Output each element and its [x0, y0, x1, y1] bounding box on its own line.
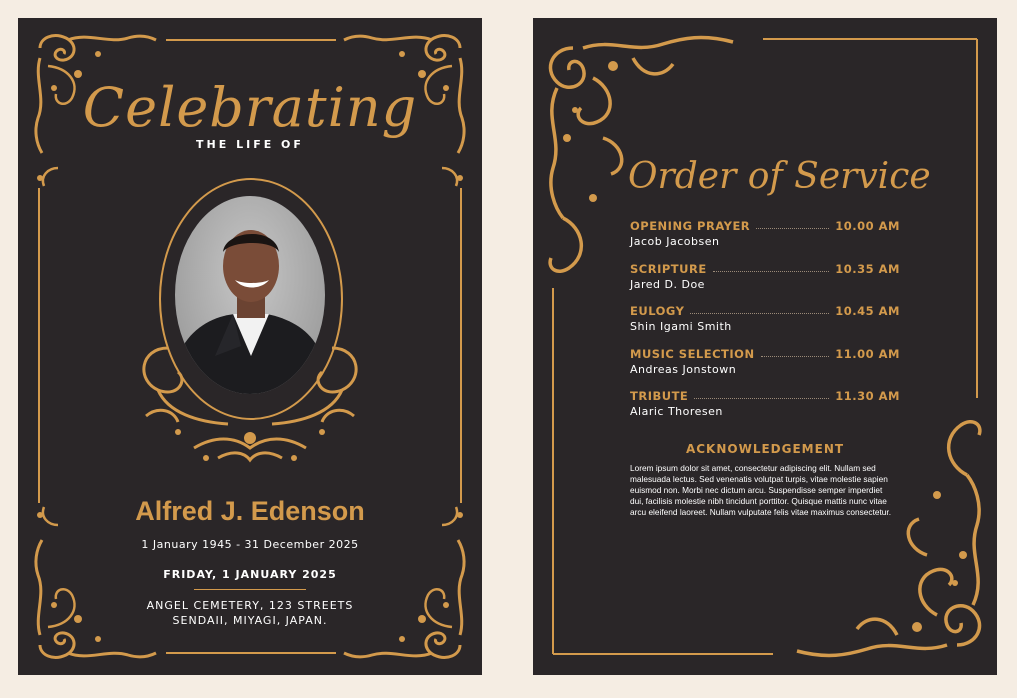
service-address [18, 598, 482, 628]
item-person: Alaric Thoresen [630, 405, 723, 418]
item-time: 10.35 AM [835, 261, 900, 276]
script-title: Celebrating [82, 76, 418, 139]
list-item [630, 217, 900, 260]
service-date: FRIDAY, 1 JANUARY 2025 [163, 568, 337, 581]
dot-leader [756, 228, 829, 229]
list-item [630, 302, 900, 345]
life-dates: 1 January 1945 - 31 December 2025 [141, 538, 359, 551]
item-time: 10.45 AM [835, 304, 900, 318]
divider [194, 589, 306, 590]
item-time: 11.30 AM [835, 389, 900, 403]
dot-leader [761, 356, 830, 357]
address-line-1: ANGEL CEMETERY, 123 STREETS [146, 599, 354, 612]
item-label: OPENING PRAYER [630, 219, 751, 233]
item-label: MUSIC SELECTION [630, 346, 755, 361]
memorial-front-card [18, 18, 482, 675]
deceased-name: Alfred J. Edenson [135, 496, 365, 526]
item-time: 11.00 AM [835, 346, 900, 361]
item-label: EULOGY [630, 304, 685, 318]
acknowledgement-text: Lorem ipsum dolor sit amet, consectetur adipiscing elit. Nullam sed malesuada lectus. Sed venenatis volutpat turpis, vitae molestie sapien euismod non. Morbi nec dictum arcu. Suspendisse semper imperdiet dui, facilisis molestie nibh tincidunt porttitor. Quisque mattis nunc vitae arcu eleifend laoreet. Nullam vulputate felis vitae maximus consectetur. [630, 463, 892, 518]
dot-leader [694, 398, 829, 399]
dot-leader [713, 271, 830, 272]
order-of-service-card [533, 18, 997, 675]
item-person: Andreas Jonstown [630, 362, 737, 376]
list-item [630, 260, 900, 303]
item-label: SCRIPTURE [630, 261, 707, 276]
subtitle: THE LIFE OF [196, 138, 304, 151]
portrait-photo [175, 196, 325, 394]
item-time: 10.00 AM [835, 219, 900, 233]
list-item [630, 345, 900, 388]
address-line-2: SENDAII, MIYAGI, JAPAN. [172, 614, 328, 627]
item-person: Jacob Jacobsen [630, 235, 720, 248]
item-person: Jared D. Doe [630, 277, 705, 291]
service-items-list [630, 217, 900, 430]
acknowledgement-heading: ACKNOWLEDGEMENT [685, 442, 845, 456]
item-label: TRIBUTE [630, 389, 689, 403]
item-person: Shin Igami Smith [630, 320, 732, 333]
order-of-service-title: Order of Service [628, 156, 931, 197]
list-item [630, 387, 900, 430]
dot-leader [690, 313, 829, 314]
